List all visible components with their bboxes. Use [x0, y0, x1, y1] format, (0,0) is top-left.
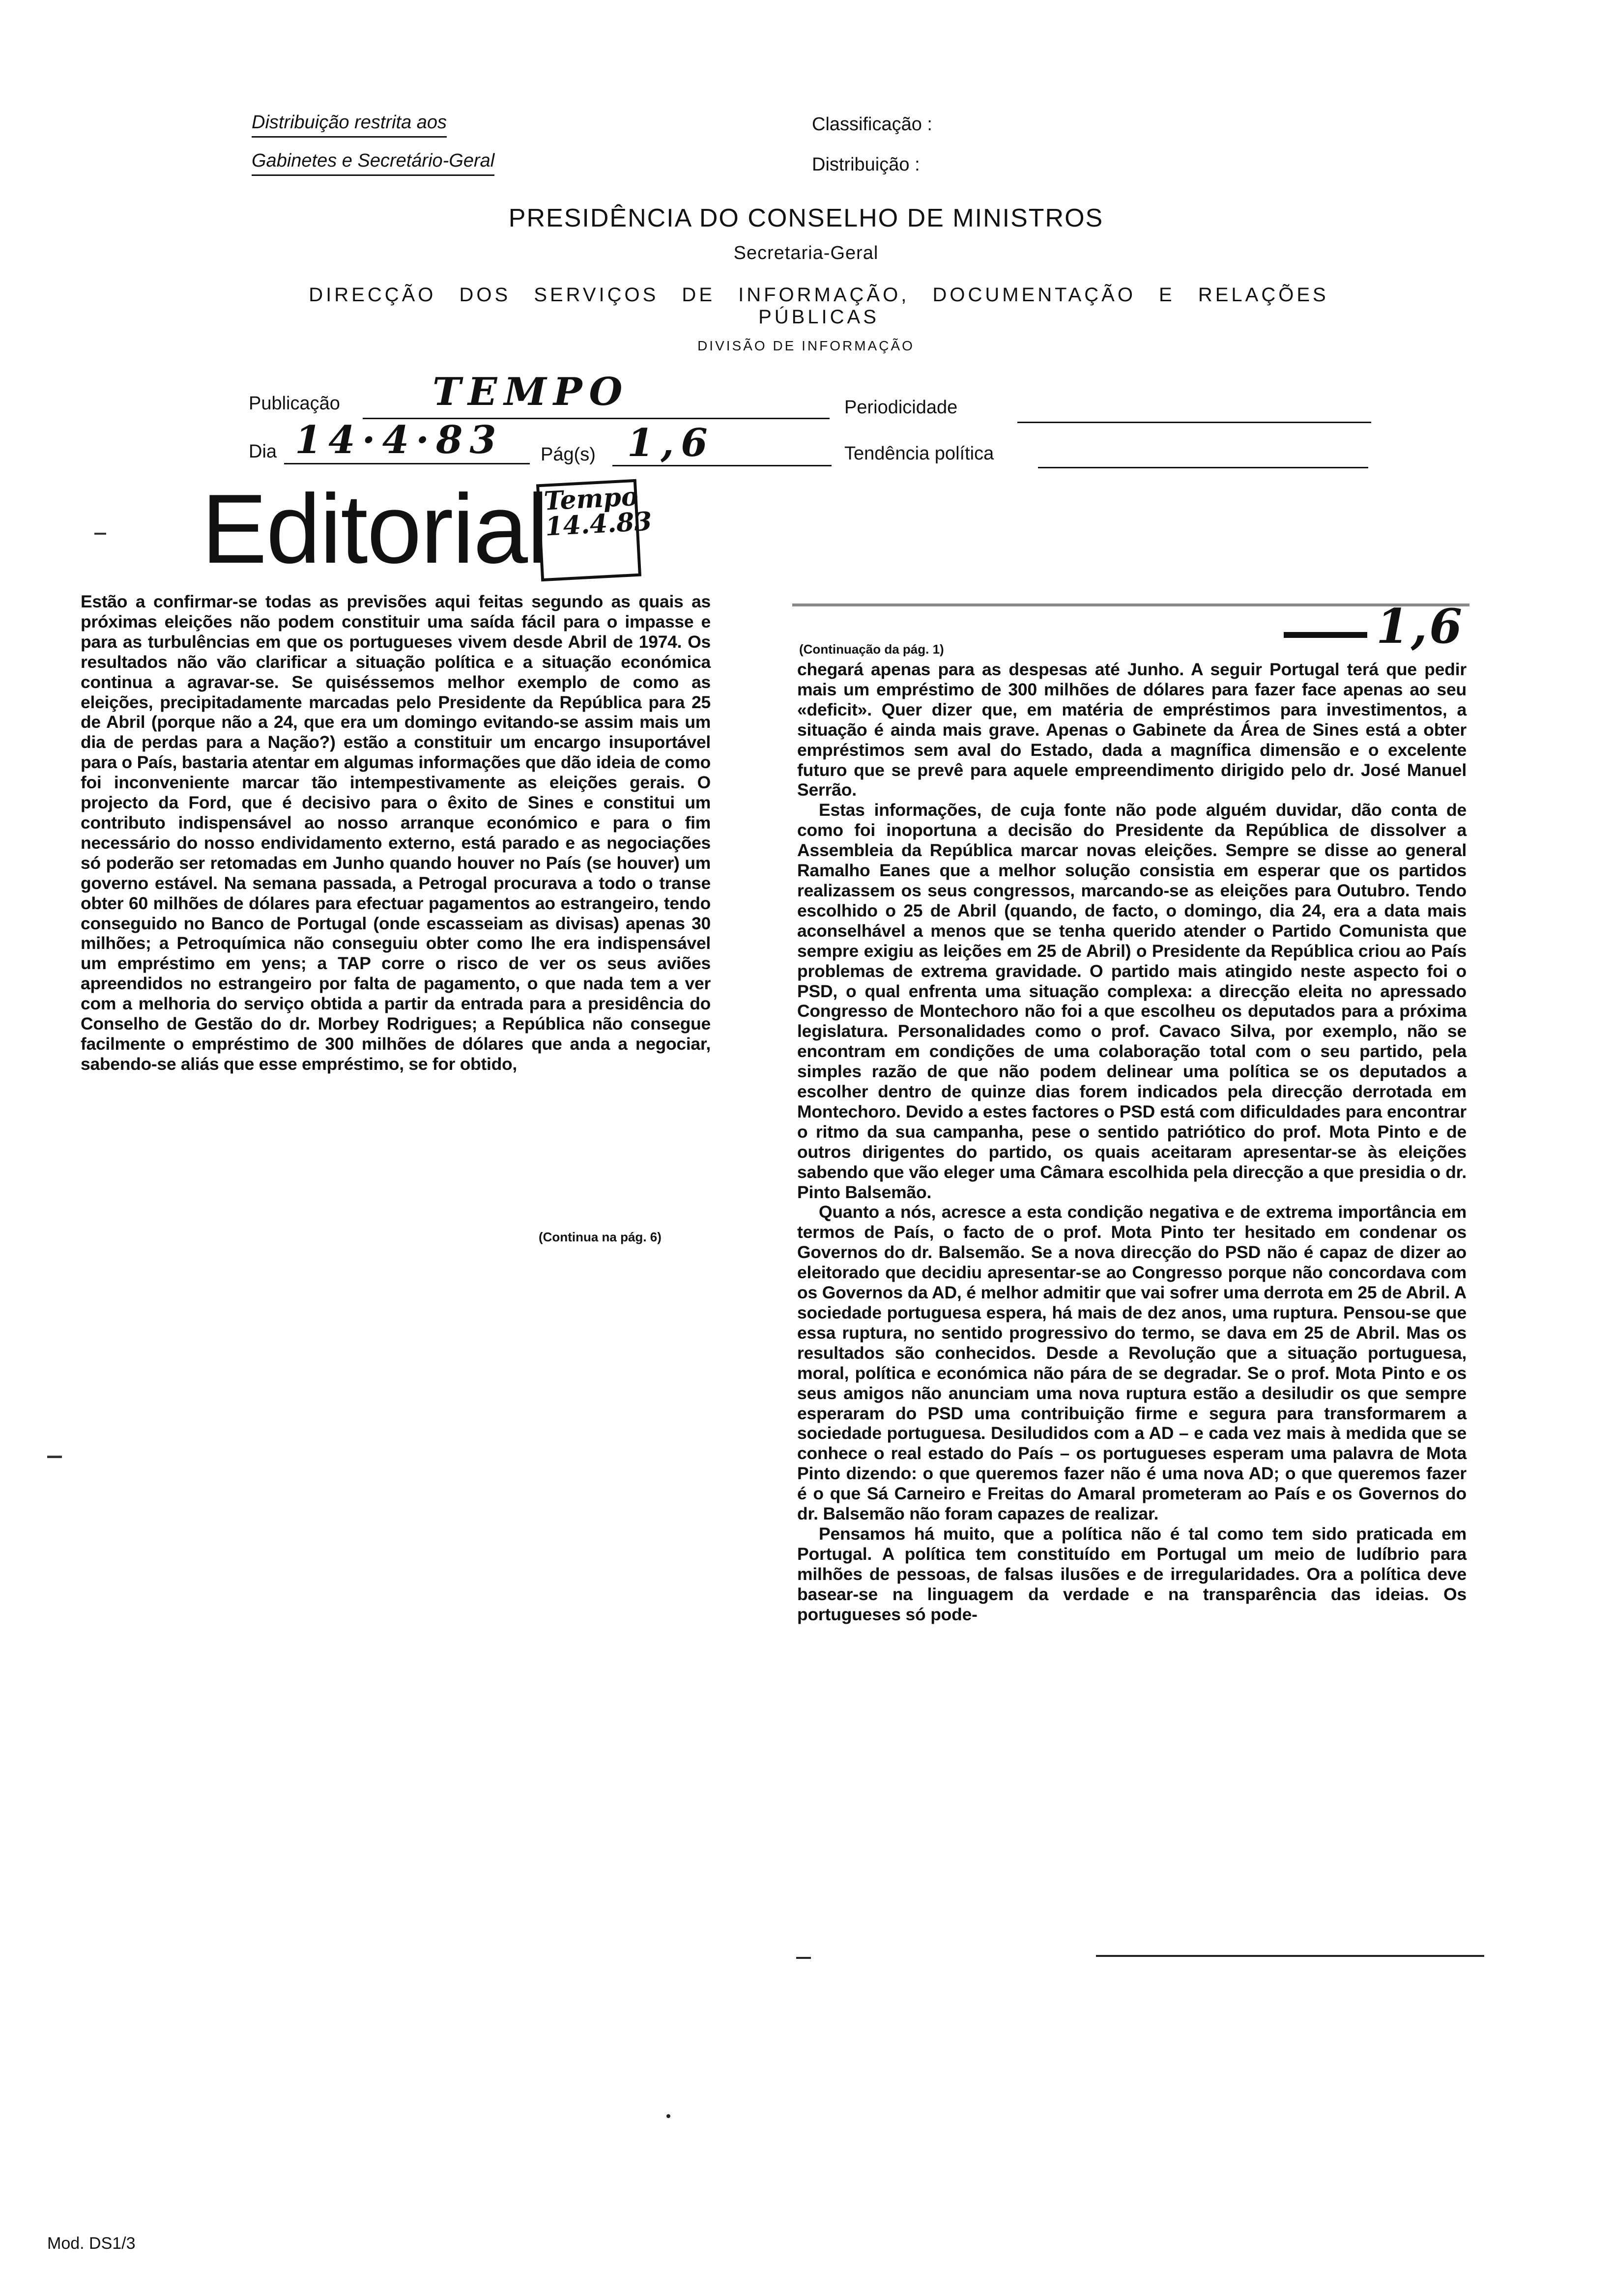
editorial-heading: Editorial — [202, 474, 548, 584]
day-line — [284, 463, 530, 464]
distribution-label: Distribuição : — [812, 154, 920, 175]
continuation-dash-mark — [1284, 632, 1367, 638]
distribution-restricted-line2: Gabinetes e Secretário-Geral — [252, 150, 494, 176]
pages-handwritten-value: 1,6 — [627, 421, 715, 465]
org-title: PRESIDÊNCIA DO CONSELHO DE MINISTROS — [508, 204, 1104, 232]
clipping-top-edge — [792, 603, 1469, 606]
distribution-restricted-line1: Distribuição restrita aos — [252, 112, 447, 138]
pages-label: Pág(s) — [541, 444, 596, 465]
bottom-rule-long — [1096, 1955, 1484, 1957]
scan-artifact-mark — [47, 1456, 62, 1458]
org-directorate: DIRECÇÃO DOS SERVIÇOS DE INFORMAÇÃO, DOCUMENTAÇÃO E RELAÇÕES PÚBLICAS — [309, 284, 1329, 328]
scan-dash-mark — [94, 533, 106, 535]
continued-from-note: (Continuação da pág. 1) — [799, 642, 944, 657]
continuation-page-handwritten: 1,6 — [1376, 599, 1465, 654]
left-article-column — [81, 592, 711, 1074]
org-division: DIVISÃO DE INFORMAÇÃO — [697, 338, 915, 353]
classification-label: Classificação : — [812, 114, 932, 135]
publication-label: Publicação — [249, 393, 340, 414]
left-paragraph-1: Estão a confirmar-se todas as previsões aqui feitas segundo as quais as próximas eleições não podem constituir uma saída fácil para o impasse e para as turbulências em que os portugueses vivem desde Abril de 1974. Os resultados não vão clarificar a situação política e a situação económica continua a agravar-se. Se quiséssemos melhor exemplo de como as eleições, precipitadamente marcadas pelo Presidente da República para 25 de Abril (porque não a 24, que era um domingo evitando-se assim mais um dia de perdas para a Nação?) estão a constituir um encargo insuportável para o País, bastaria atentar em algumas informações que dão ideia de como foi inconveniente marcar tão intempestivamente as eleições gerais. O projecto da Ford, que é decisivo para o êxito de Sines e constitui um contributo indispensável ao nosso arranque económico e para o fim necessário do nosso endividamento externo, está parado e as negociações só poderão ser retomadas em Junho quando houver no País (se houver) um governo estável. Na semana passada, a Petrogal procurava a todo o transe obter 60 milhões de dólares para efectuar pagamentos ao estrangeiro, tendo conseguido no Banco de Portugal (onde escasseiam as divisas) apenas 30 milhões; a Petroquímica não conseguiu obter como lhe era indispensável um empréstimo em yens; a TAP corre o risco de ver os seus aviões apreendidos no estrangeiro por falta de pagamento, o que nada tem a ver com a melhoria do serviço obtida a partir da entrada para a presidência do Conselho de Gestão do dr. Morbey Rodrigues; a República não consegue facilmente o empréstimo de 300 milhões de dólares que anda a negociar, sabendo-se aliás que esse empréstimo, se for obtido, — [81, 592, 711, 1074]
continue-note: (Continua na pág. 6) — [539, 1230, 662, 1244]
org-subtitle: Secretaria-Geral — [733, 243, 879, 263]
tendency-label: Tendência política — [844, 443, 994, 464]
bottom-rule-short — [796, 1957, 811, 1959]
right-paragraph-3: Quanto a nós, acresce a esta condição negativa e de extrema importância em termos de País, o facto de o prof. Mota Pinto ter hesitado em condenar os Governos do dr. Balsemão. Se a nova direcção do PSD não é capaz de dizer ao eleitorado que decidiu apresentar-se ao Congresso porque não concordava com os Governos da AD, é melhor admitir que vai sofrer uma derrota em 25 de Abril. A sociedade portuguesa espera, há mais de dez anos, uma ruptura. Pensou-se que essa ruptura, no sentido progressivo do termo, se dava em 25 de Abril. Mas os resultados são conhecidos. Desde a Revolução que a situação portuguesa, moral, política e económica não pára de se degradar. Se o prof. Mota Pinto e os seus amigos não anunciam uma nova ruptura estão a desiludir os que sempre esperaram do PSD uma contribuição firme e segura para transformarem a sociedade portuguesa. Desiludidos com a AD – e cada vez mais à medida que se conhece o real estado do País – os portugueses esperam uma palavra de Mota Pinto dizendo: o que queremos fazer não é uma nova AD; o que queremos fazer é o que Sá Carneiro e Freitas do Amaral prometeram ao País e os Governos do dr. Balsemão não foram capazes de realizar. — [797, 1202, 1467, 1524]
form-code: Mod. DS1/3 — [47, 2234, 136, 2253]
stamp-text: Tempo 14.4.83 — [543, 481, 653, 542]
day-label: Dia — [249, 441, 277, 462]
periodicity-label: Periodicidade — [844, 397, 958, 418]
tendency-line — [1038, 467, 1368, 468]
right-article-column — [797, 660, 1467, 1625]
right-paragraph-2: Estas informações, de cuja fonte não pode alguém duvidar, dão conta de como foi inoportuna a decisão do Presidente da República de dissolver a Assembleia da República marcar novas eleições. Sempre se disse ao general Ramalho Eanes que a melhor solução consistia em esperar que os partidos realizassem os seus congressos, marcando-se as eleições para Outubro. Tendo escolhido o 25 de Abril (quando, de facto, o domingo, dia 24, era a data mais aconselhável a menos que se tenha querido atender o Partido Comunista que sempre exigiu as leições em 25 de Abril) o Presidente da República criou ao País problemas de extrema gravidade. O partido mais atingido neste aspecto foi o PSD, o qual enfrenta uma situação complexa: a direcção eleita no apressado Congresso de Montechoro não foi a que escolheu os deputados para a próxima legislatura. Personalidades como o prof. Cavaco Silva, por exemplo, não se encontram em condições de uma colaboração total com o seu partido, pela simples razão de que não podem delinear uma política se os deputados a escolher dentro de quinze dias forem indicados pela direcção derrotada em Montechoro. Devido a estes factores o PSD está com dificuldades para encontrar o ritmo da sua campanha, pese o sentido patriótico do prof. Mota Pinto e de outros dirigentes do partido, os quais aceitaram apresentar-se às eleições sabendo que vão eleger uma Câmara escolhida pela direcção a que presidia o dr. Pinto Balsemão. — [797, 800, 1467, 1202]
right-paragraph-4: Pensamos há muito, que a política não é tal como tem sido praticada em Portugal. A política tem constituído em Portugal um meio de ludíbrio para milhões de pessoas, de falsas ilusões e de irregularidades. Ora a política deve basear-se na linguagem da verdade e na transparência das ideias. Os portugueses só pode- — [797, 1523, 1467, 1624]
publication-handwritten-value: TEMPO — [432, 370, 630, 414]
day-handwritten-value: 14·4·83 — [295, 418, 503, 462]
scan-dot — [666, 2114, 670, 2118]
periodicity-line — [1017, 422, 1371, 423]
newspaper-clipping-stamp — [536, 479, 653, 581]
right-paragraph-1: chegará apenas para as despesas até Junho. A seguir Portugal terá que pedir mais um empréstimo de 300 milhões de dólares para fazer face apenas ao seu «deficit». Quer dizer que, em matéria de empréstimos para investimentos, a situação é ainda mais grave. Apenas o Gabinete da Área de Sines está a obter empréstimos sem aval do Estado, dada a magnífica dimensão e o excelente futuro que se prevê para aquele empreendimento dirigido pelo dr. José Manuel Serrão. — [797, 660, 1467, 800]
